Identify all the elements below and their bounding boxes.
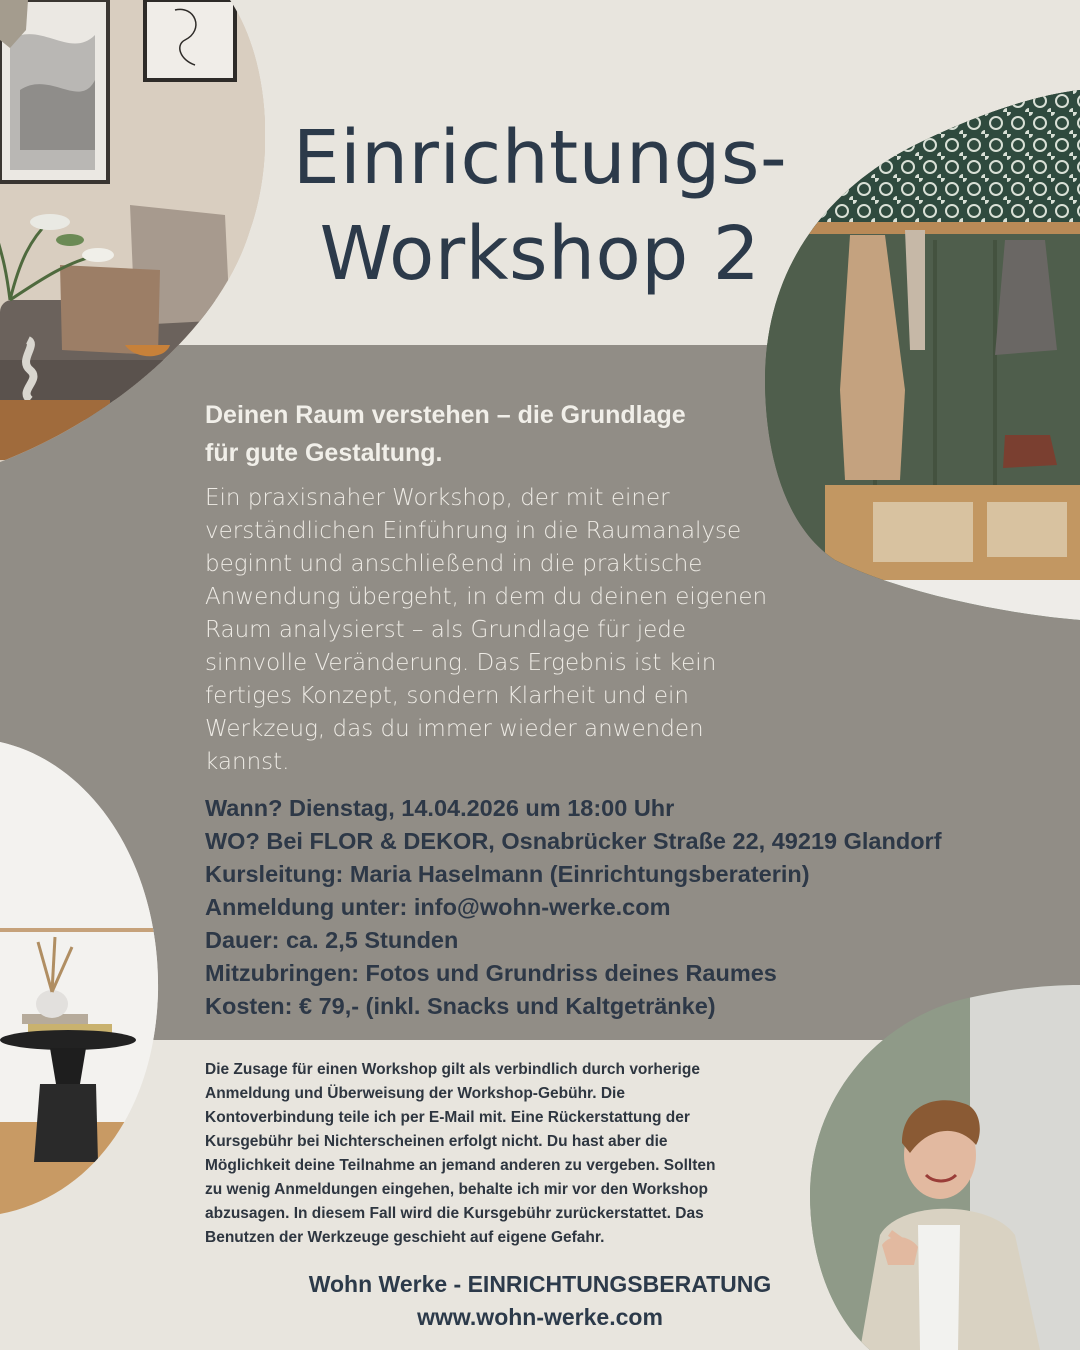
footer-url[interactable]: www.wohn-werke.com [417,1304,663,1330]
headline-line-1: Deinen Raum verstehen – die Grundlage [205,401,686,429]
detail-bring-along: Mitzubringen: Fotos und Grundriss deines Raumes [205,960,777,986]
title-line-1: Einrichtungs- [292,115,788,201]
description [205,482,775,779]
footer [240,1268,840,1334]
description-line: Werkzeug, das du immer wieder anwenden [205,716,704,742]
detail-registration: Anmeldung unter: info@wohn-werke.com [205,894,671,920]
description-line: kannst. [205,749,290,775]
description-line: Raum analysierst – als Grundlage für jede [205,617,687,643]
page-title [240,110,840,302]
terms-text [205,1058,805,1250]
description-line: fertiges Konzept, sondern Klarheit und ein [205,683,689,709]
detail-cost: Kosten: € 79,- (inkl. Snacks und Kaltgetränke) [205,993,716,1019]
description-line: sinnvolle Veränderung. Das Ergebnis ist kein [205,650,717,676]
terms-line: Kontoverbindung teile ich per E-Mail mit. Eine Rückerstattung der [205,1109,690,1126]
terms-line: zu wenig Anmeldungen eingehen, behalte ich mir vor den Workshop [205,1181,708,1198]
detail-duration: Dauer: ca. 2,5 Stunden [205,927,459,953]
title-line-2: Workshop 2 [319,211,761,297]
detail-instructor: Kursleitung: Maria Haselmann (Einrichtungsberaterin) [205,861,810,887]
event-details [205,792,1075,1023]
description-line: Anwendung übergeht, in dem du deinen eigenen [205,584,768,610]
terms-line: Benutzen der Werkzeuge geschieht auf eigene Gefahr. [205,1229,605,1246]
description-line: Ein praxisnaher Workshop, der mit einer [205,485,670,511]
terms-line: Kursgebühr bei Nichterscheinen erfolgt nicht. Du hast aber die [205,1133,668,1150]
headline-line-2: für gute Gestaltung. [205,439,443,467]
footer-brand: Wohn Werke - EINRICHTUNGSBERATUNG [308,1271,772,1297]
terms-line: Anmeldung und Überweisung der Workshop-Gebühr. Die [205,1085,625,1102]
terms-line: Die Zusage für einen Workshop gilt als verbindlich durch vorherige [205,1061,700,1078]
terms-line: abzusagen. In diesem Fall wird die Kursgebühr zurückerstattet. Das [205,1205,704,1222]
terms-line: Möglichkeit deine Teilnahme an jemand anderen zu vergeben. Sollten [205,1157,716,1174]
detail-when: Wann? Dienstag, 14.04.2026 um 18:00 Uhr [205,795,675,821]
description-line: verständlichen Einführung in die Raumanalyse [205,518,742,544]
headline [205,396,765,472]
description-line: beginnt und anschließend in die praktische [205,551,703,577]
detail-where: WO? Bei FLOR & DEKOR, Osnabrücker Straße 22, 49219 Glandorf [205,828,942,854]
